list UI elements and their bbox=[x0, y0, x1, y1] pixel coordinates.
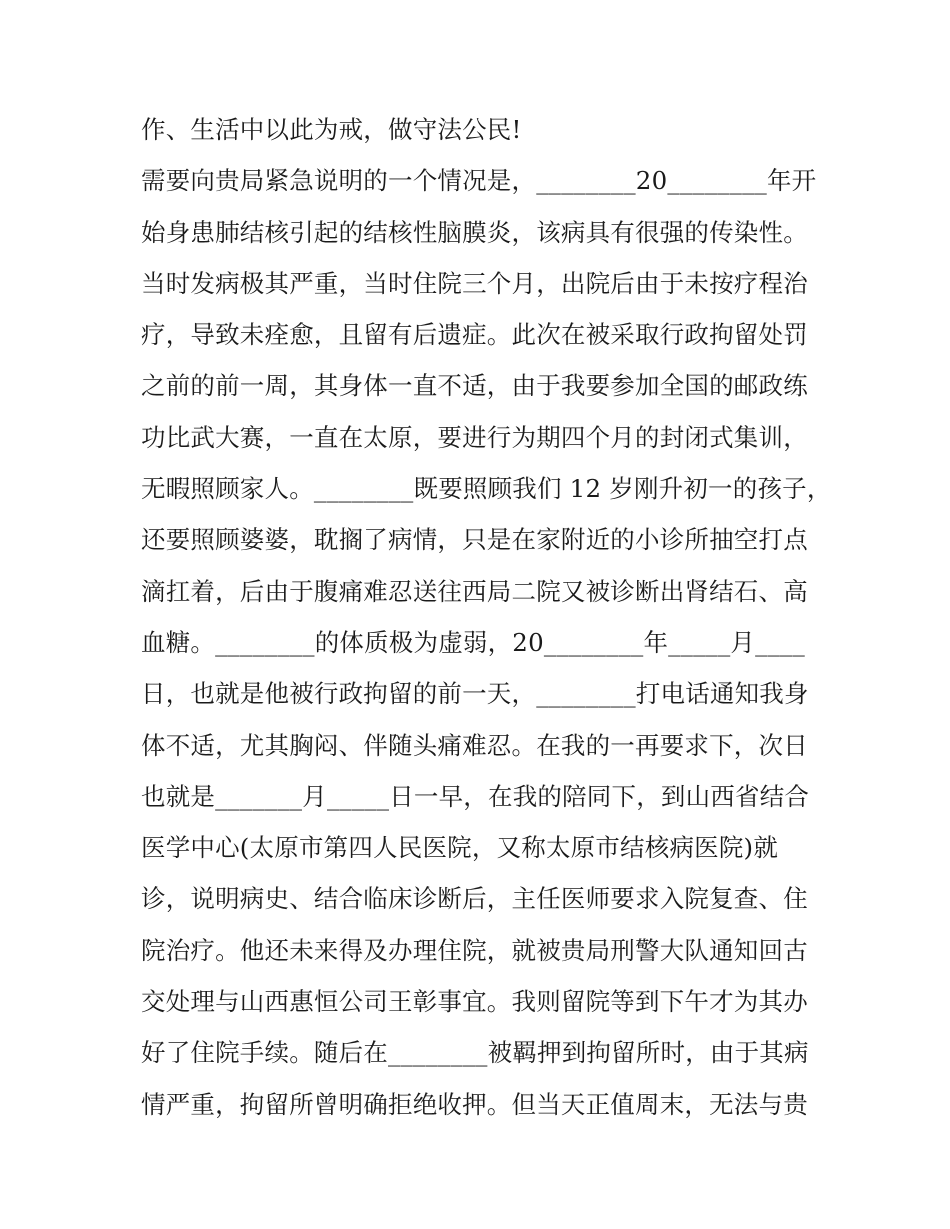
text-line: 也就是_______月_____日一早，在我的陪同下，到山西省结合 bbox=[141, 781, 810, 811]
text-line: 体不适，尤其胸闷、伴随头痛难忍。在我的一再要求下，次日 bbox=[141, 730, 808, 760]
text-line: 疗，导致未痊愈，且留有后遗症。此次在被采取行政拘留处罚 bbox=[141, 320, 808, 350]
text-line: 医学中心(太原市第四人民医院，又称太原市结核病医院)就 bbox=[141, 833, 779, 863]
body-text bbox=[141, 108, 832, 1134]
text-line: 血糖。________的体质极为虚弱，20________年_____月____ bbox=[141, 627, 805, 657]
text-line: 无暇照顾家人。________既要照顾我们 12 岁刚升初一的孩子， bbox=[141, 474, 832, 504]
text-line: 滴扛着，后由于腹痛难忍送往西局二院又被诊断出肾结石、高 bbox=[141, 576, 808, 606]
text-line: 之前的前一周，其身体一直不适，由于我要参加全国的邮政练 bbox=[141, 371, 808, 401]
text-line: 好了住院手续。随后在________被羁押到拘留所时，由于其病 bbox=[141, 1038, 809, 1068]
text-line: 还要照顾婆婆，耽搁了病情，只是在家附近的小诊所抽空打点 bbox=[141, 525, 808, 555]
text-line: 交处理与山西惠恒公司王彰事宜。我则留院等到下午才为其办 bbox=[141, 987, 808, 1017]
text-line: 作、生活中以此为戒，做守法公民! bbox=[141, 115, 522, 144]
text-line: 院治疗。他还未来得及办理住院，就被贵局刑警大队通知回古 bbox=[141, 935, 808, 965]
text-line: 诊，说明病史、结合临床诊断后，主任医师要求入院复查、住 bbox=[141, 884, 808, 914]
text-line: 需要向贵局紧急说明的一个情况是，________20________年开 bbox=[141, 166, 817, 196]
text-line: 始身患肺结核引起的结核性脑膜炎，该病具有很强的传染性。 bbox=[141, 217, 808, 247]
text-line: 日，也就是他被行政拘留的前一天，________打电话通知我身 bbox=[141, 679, 809, 709]
text-line: 功比武大赛，一直在太原，要进行为期四个月的封闭式集训， bbox=[141, 422, 808, 452]
text-line: 当时发病极其严重，当时住院三个月，出院后由于未按疗程治 bbox=[141, 268, 808, 298]
text-line: 情严重，拘留所曾明确拒绝收押。但当天正值周末，无法与贵 bbox=[141, 1089, 808, 1119]
